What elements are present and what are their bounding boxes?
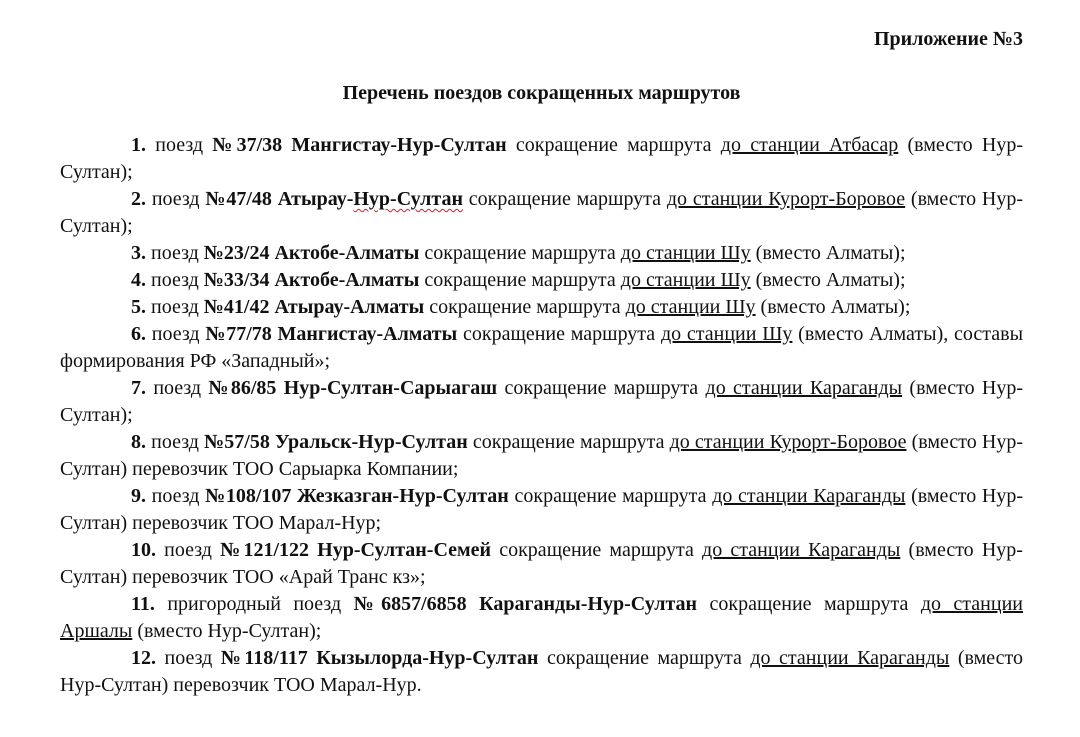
item-suffix: (вместо Нур-Султан) перевозчик ТОО Марал-Нур; bbox=[60, 485, 1023, 534]
station-name: до станции Атбасар bbox=[720, 134, 899, 156]
train-route: №6857/6858 Караганды-Нур-Султан bbox=[353, 593, 698, 615]
station-name: до станции Шу bbox=[620, 242, 751, 264]
item-number: 10. bbox=[131, 539, 156, 561]
list-item bbox=[60, 240, 1023, 267]
train-route-spellcheck: Нур-Султан bbox=[353, 188, 463, 210]
item-prefix: поезд bbox=[146, 269, 204, 291]
list-item bbox=[60, 321, 1023, 375]
station-name: до станции Караганды bbox=[750, 647, 950, 669]
item-middle: сокращение маршрута bbox=[419, 269, 621, 291]
item-middle: сокращение маршрута bbox=[457, 323, 661, 345]
item-suffix: (вместо Алматы); bbox=[750, 242, 906, 264]
item-prefix: поезд bbox=[156, 647, 221, 669]
list-item bbox=[60, 537, 1023, 591]
item-number: 11. bbox=[131, 593, 155, 615]
item-middle: сокращение маршрута bbox=[506, 134, 721, 156]
item-suffix: (вместо Нур-Султан); bbox=[60, 134, 1024, 183]
item-suffix: (вместо Нур-Султан) перевозчик ТОО «Арай Транс кз»; bbox=[60, 539, 1023, 588]
item-middle: сокращение маршрута bbox=[462, 188, 667, 210]
train-route: №77/78 Мангистау-Алматы bbox=[205, 323, 458, 345]
item-number: 4. bbox=[131, 269, 146, 291]
list-item bbox=[60, 645, 1023, 699]
item-suffix: (вместо Нур-Султан) перевозчик ТОО Марал-Нур. bbox=[60, 647, 1023, 696]
item-number: 6. bbox=[131, 323, 146, 345]
item-number: 7. bbox=[131, 377, 146, 399]
item-number: 3. bbox=[131, 242, 146, 264]
item-number: 2. bbox=[131, 188, 146, 210]
item-prefix: поезд bbox=[146, 323, 206, 345]
list-item bbox=[60, 294, 1023, 321]
train-route: №47/48 Атырау- bbox=[205, 188, 354, 210]
train-route: №23/24 Актобе-Алматы bbox=[203, 242, 420, 264]
item-prefix: поезд bbox=[146, 134, 213, 156]
train-route: №118/117 Кызылорда-Нур-Султан bbox=[220, 647, 539, 669]
station-name: до станции Шу bbox=[660, 323, 793, 345]
list-item bbox=[60, 132, 1023, 186]
list-item bbox=[60, 267, 1023, 294]
item-prefix: поезд bbox=[146, 485, 206, 507]
item-prefix: поезд bbox=[146, 296, 204, 318]
station-name: до станции Аршалы bbox=[60, 593, 1023, 642]
item-suffix: (вместо Нур-Султан); bbox=[60, 377, 1023, 426]
item-prefix: поезд bbox=[146, 242, 204, 264]
item-middle: сокращение маршрута bbox=[424, 296, 626, 318]
item-suffix: (вместо Алматы), составы формирования РФ «Западный»; bbox=[60, 323, 1024, 372]
item-prefix: поезд bbox=[146, 188, 206, 210]
station-name: до станции Курорт-Боровое bbox=[669, 431, 907, 453]
item-middle: сокращение маршрута bbox=[419, 242, 621, 264]
item-number: 1. bbox=[131, 134, 146, 156]
train-route: №86/85 Нур-Султан-Сарыагаш bbox=[208, 377, 498, 399]
item-suffix: (вместо Алматы); bbox=[755, 296, 911, 318]
station-name: до станции Шу bbox=[620, 269, 751, 291]
list-item bbox=[60, 186, 1023, 240]
train-list bbox=[60, 132, 1023, 699]
item-prefix: поезд bbox=[156, 539, 221, 561]
item-number: 5. bbox=[131, 296, 146, 318]
station-name: до станции Шу bbox=[625, 296, 756, 318]
item-prefix: пригородный поезд bbox=[154, 593, 354, 615]
item-middle: сокращение маршрута bbox=[467, 431, 670, 453]
train-route: №37/38 Мангистау-Нур-Султан bbox=[212, 134, 507, 156]
item-prefix: поезд bbox=[146, 377, 209, 399]
item-number: 9. bbox=[131, 485, 146, 507]
station-name: до станции Караганды bbox=[712, 485, 906, 507]
list-item bbox=[60, 429, 1023, 483]
item-middle: сокращение маршрута bbox=[491, 539, 703, 561]
item-number: 8. bbox=[131, 431, 146, 453]
item-suffix: (вместо Нур-Султан); bbox=[132, 620, 322, 642]
station-name: до станции Караганды bbox=[705, 377, 903, 399]
station-name: до станции Караганды bbox=[702, 539, 901, 561]
item-suffix: (вместо Нур-Султан); bbox=[60, 188, 1023, 237]
item-middle: сокращение маршрута bbox=[538, 647, 751, 669]
document-title: Перечень поездов сокращенных маршрутов bbox=[342, 82, 741, 104]
item-prefix: поезд bbox=[146, 431, 205, 453]
list-item bbox=[60, 591, 1023, 645]
appendix-label: Приложение №3 bbox=[873, 28, 1023, 50]
train-route: №108/107 Жезказган-Нур-Султан bbox=[205, 485, 509, 507]
train-route: №41/42 Атырау-Алматы bbox=[203, 296, 425, 318]
item-suffix: (вместо Нур-Султан) перевозчик ТОО Сарыарка Компании; bbox=[60, 431, 1023, 480]
train-route: №33/34 Актобе-Алматы bbox=[203, 269, 420, 291]
item-number: 12. bbox=[131, 647, 156, 669]
list-item bbox=[60, 375, 1023, 429]
item-middle: сокращение маршрута bbox=[497, 377, 706, 399]
train-route: №121/122 Нур-Султан-Семей bbox=[220, 539, 492, 561]
station-name: до станции Курорт-Боровое bbox=[666, 188, 906, 210]
item-middle: сокращение маршрута bbox=[508, 485, 713, 507]
train-route: №57/58 Уральск-Нур-Султан bbox=[204, 431, 468, 453]
item-suffix: (вместо Алматы); bbox=[750, 269, 906, 291]
list-item bbox=[60, 483, 1023, 537]
item-middle: сокращение маршрута bbox=[697, 593, 921, 615]
